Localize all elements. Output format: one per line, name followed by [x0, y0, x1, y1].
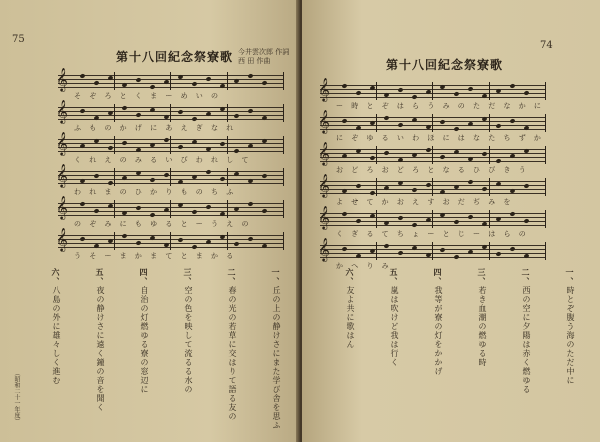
music-note — [411, 222, 417, 227]
bar-line — [489, 146, 490, 164]
music-note — [481, 186, 487, 191]
music-note — [453, 219, 459, 224]
verse-text: 春の光の若草に交はりて語る友の — [228, 286, 237, 421]
bar-line — [432, 210, 433, 228]
bar-line — [170, 168, 171, 186]
music-note — [439, 247, 445, 252]
music-note — [425, 147, 431, 152]
music-note — [233, 206, 239, 211]
verse — [388, 268, 400, 430]
bar-line — [432, 114, 433, 132]
bar-line — [170, 232, 171, 250]
music-note — [481, 221, 487, 226]
music-note — [509, 211, 515, 216]
music-note — [425, 182, 431, 187]
bar-line — [489, 210, 490, 228]
verse-number: 一、 — [565, 268, 575, 286]
music-note — [481, 244, 487, 249]
verse-text: 嵐は吹けど我は行く — [390, 286, 399, 367]
music-note — [261, 173, 267, 178]
bar-line — [283, 72, 284, 90]
music-note — [191, 174, 197, 179]
verse — [432, 268, 444, 430]
bar-line — [227, 232, 228, 250]
lyric-line: ー 時 と ぞ は ら う み の た だ な か に — [336, 102, 544, 110]
music-staff — [56, 131, 284, 155]
treble-clef-icon: 𝄞 — [56, 131, 68, 155]
music-note — [523, 148, 529, 153]
bar-line — [170, 104, 171, 122]
lyric-line: わ れ ま の ひ か り も の ち ふ — [74, 188, 237, 196]
music-note — [397, 87, 403, 92]
music-note — [93, 115, 99, 120]
lyric-line: の ぞ み に も ゆ る と ー う え の — [74, 220, 252, 228]
music-note — [191, 244, 197, 249]
music-note — [247, 201, 253, 206]
music-note — [177, 144, 183, 149]
music-note — [177, 109, 183, 114]
bar-line — [114, 72, 115, 90]
bar-line — [227, 72, 228, 90]
music-note — [425, 217, 431, 222]
music-note — [453, 91, 459, 96]
music-note — [93, 138, 99, 143]
music-note — [341, 153, 347, 158]
music-note — [135, 205, 141, 210]
music-note — [341, 246, 347, 251]
bar-line — [283, 136, 284, 154]
music-note — [205, 76, 211, 81]
music-note — [219, 141, 225, 146]
bar-line — [545, 114, 546, 132]
treble-clef-icon: 𝄞 — [318, 237, 330, 261]
bar-line — [376, 146, 377, 164]
music-note — [439, 189, 445, 194]
music-staff — [56, 99, 284, 123]
music-note — [93, 208, 99, 213]
verse — [564, 268, 576, 430]
music-note — [383, 220, 389, 225]
music-note — [397, 215, 403, 220]
treble-clef-icon: 𝄞 — [318, 77, 330, 101]
music-note — [509, 246, 515, 251]
music-note — [439, 212, 445, 217]
music-note — [425, 89, 431, 94]
music-note — [411, 245, 417, 250]
bar-line — [432, 178, 433, 196]
music-note — [453, 149, 459, 154]
music-note — [177, 237, 183, 242]
music-note — [149, 84, 155, 89]
bar-line — [227, 168, 228, 186]
music-staff — [56, 67, 284, 91]
music-note — [495, 251, 501, 256]
lyric-line: ふ も の か げ に あ え ぎ な れ — [74, 124, 237, 132]
music-note — [341, 118, 347, 123]
bar-line — [114, 232, 115, 250]
bar-line — [283, 232, 284, 250]
verse — [94, 268, 106, 430]
music-note — [261, 80, 267, 85]
music-note — [149, 177, 155, 182]
music-note — [355, 148, 361, 153]
music-note — [383, 150, 389, 155]
music-note — [191, 209, 197, 214]
bar-line — [489, 242, 490, 260]
bar-line — [227, 200, 228, 218]
music-note — [425, 124, 431, 129]
music-note — [247, 178, 253, 183]
music-note — [495, 123, 501, 128]
music-note — [523, 253, 529, 258]
bar-line — [432, 82, 433, 100]
bar-line — [545, 242, 546, 260]
verse-number: 五、 — [389, 268, 399, 286]
music-note — [247, 143, 253, 148]
verse — [138, 268, 150, 430]
music-note — [509, 188, 515, 193]
treble-clef-icon: 𝄞 — [56, 99, 68, 123]
music-note — [79, 108, 85, 113]
music-note — [135, 170, 141, 175]
lyric-line: か へ り み — [336, 262, 392, 270]
music-note — [355, 125, 361, 130]
music-note — [439, 84, 445, 89]
verse-text: 自治の灯燃ゆる寮の窓辺に — [140, 286, 149, 394]
music-note — [523, 90, 529, 95]
music-note — [135, 112, 141, 117]
music-note — [453, 126, 459, 131]
music-note — [355, 183, 361, 188]
music-note — [177, 179, 183, 184]
music-note — [163, 114, 169, 119]
lyric-line: そ ぞ ろ と く ま ー め い の — [74, 92, 222, 100]
music-note — [149, 142, 155, 147]
music-note — [163, 79, 169, 84]
bar-line — [489, 82, 490, 100]
music-note — [79, 201, 85, 206]
music-note — [495, 88, 501, 93]
bar-line — [227, 104, 228, 122]
music-note — [509, 153, 515, 158]
music-note — [191, 116, 197, 121]
verse — [270, 268, 282, 430]
music-note — [467, 121, 473, 126]
music-note — [467, 156, 473, 161]
music-note — [383, 115, 389, 120]
music-note — [355, 218, 361, 223]
music-note — [163, 137, 169, 142]
verse — [476, 268, 488, 430]
treble-clef-icon: 𝄞 — [318, 141, 330, 165]
music-note — [163, 207, 169, 212]
composer-credit: 西 田 作曲 — [238, 57, 271, 65]
music-note — [411, 94, 417, 99]
music-note — [467, 179, 473, 184]
music-note — [481, 116, 487, 121]
music-note — [79, 73, 85, 78]
music-note — [523, 125, 529, 130]
music-note — [219, 234, 225, 239]
treble-clef-icon: 𝄞 — [56, 227, 68, 251]
music-note — [495, 216, 501, 221]
music-staff — [56, 227, 284, 251]
music-note — [509, 118, 515, 123]
music-note — [411, 152, 417, 157]
music-note — [233, 171, 239, 176]
music-note — [121, 82, 127, 87]
bar-line — [489, 114, 490, 132]
bar-line — [227, 136, 228, 154]
verse — [520, 268, 532, 430]
music-note — [341, 211, 347, 216]
treble-clef-icon: 𝄞 — [318, 109, 330, 133]
bar-line — [489, 178, 490, 196]
treble-clef-icon: 𝄞 — [56, 67, 68, 91]
music-note — [79, 236, 85, 241]
bar-line — [114, 200, 115, 218]
bar-line — [283, 168, 284, 186]
right-page-number: 74 — [540, 40, 553, 51]
music-note — [247, 236, 253, 241]
music-note — [439, 119, 445, 124]
music-note — [93, 243, 99, 248]
bar-line — [376, 242, 377, 260]
bar-line — [114, 104, 115, 122]
verse-number: 四、 — [433, 268, 443, 286]
music-note — [233, 148, 239, 153]
music-note — [355, 90, 361, 95]
music-note — [163, 172, 169, 177]
verse-number: 三、 — [477, 268, 487, 286]
bar-line — [376, 114, 377, 132]
music-note — [467, 249, 473, 254]
music-note — [523, 218, 529, 223]
music-note — [149, 107, 155, 112]
music-note — [205, 169, 211, 174]
left-credits — [238, 48, 289, 66]
verse — [182, 268, 194, 430]
music-note — [233, 113, 239, 118]
music-note — [149, 212, 155, 217]
music-staff — [318, 205, 546, 229]
music-staff — [56, 195, 284, 219]
verse-number: 六、 — [51, 268, 61, 286]
lyricist-credit: 今井雲次郎 作詞 — [238, 48, 290, 56]
bar-line — [376, 178, 377, 196]
music-note — [453, 254, 459, 259]
music-note — [205, 111, 211, 116]
verse-number: 二、 — [521, 268, 531, 286]
music-note — [121, 175, 127, 180]
verse-number: 四、 — [139, 268, 149, 286]
music-note — [79, 143, 85, 148]
music-note — [383, 185, 389, 190]
music-staff — [318, 237, 546, 261]
music-staff — [56, 163, 284, 187]
music-note — [453, 184, 459, 189]
music-note — [205, 239, 211, 244]
verse-text: 丘の上の静けさにまた学び舎を思ふ — [272, 286, 281, 430]
music-note — [411, 187, 417, 192]
lyric-line: く ぎ る て ち ょ ー と じ ー は ら の — [336, 230, 529, 238]
verse-number: 一、 — [271, 268, 281, 286]
music-note — [121, 210, 127, 215]
bar-line — [432, 146, 433, 164]
music-note — [121, 105, 127, 110]
music-note — [219, 106, 225, 111]
verse-text: 友よ共に歌はん — [346, 286, 355, 349]
music-note — [191, 81, 197, 86]
music-note — [93, 80, 99, 85]
music-note — [247, 73, 253, 78]
music-note — [397, 157, 403, 162]
music-note — [79, 178, 85, 183]
verse-number: 三、 — [183, 268, 193, 286]
music-note — [205, 146, 211, 151]
music-note — [121, 233, 127, 238]
music-note — [439, 154, 445, 159]
bar-line — [545, 178, 546, 196]
treble-clef-icon: 𝄞 — [318, 173, 330, 197]
lyric-line: よ せ て か お え す お だ ぢ み を — [336, 198, 514, 206]
bar-line — [114, 136, 115, 154]
music-note — [135, 77, 141, 82]
left-song-title: 第十八回紀念祭寮歌 — [116, 50, 234, 64]
lyric-line: に ぞ ゆ る い わ ほ に は な た ち ず か — [336, 134, 544, 142]
verse-text: 時とぞ腹う海のただ中に — [566, 286, 575, 385]
music-note — [219, 176, 225, 181]
right-page — [302, 0, 600, 442]
music-note — [261, 243, 267, 248]
music-note — [523, 183, 529, 188]
bar-line — [170, 200, 171, 218]
music-note — [177, 74, 183, 79]
music-note — [397, 122, 403, 127]
verse — [226, 268, 238, 430]
lyric-line: お ど ろ お ど ろ と な る ひ び き う — [336, 166, 529, 174]
music-staff — [318, 77, 546, 101]
music-note — [177, 202, 183, 207]
music-note — [219, 211, 225, 216]
music-note — [509, 83, 515, 88]
lyric-line: く れ え の み る い び わ れ し て — [74, 156, 252, 164]
bar-line — [283, 104, 284, 122]
bar-line — [170, 136, 171, 154]
treble-clef-icon: 𝄞 — [56, 163, 68, 187]
music-note — [467, 214, 473, 219]
music-note — [191, 139, 197, 144]
music-note — [135, 147, 141, 152]
bar-line — [376, 210, 377, 228]
left-footnote: （昭和二十一年度） — [13, 370, 20, 424]
music-staff — [318, 173, 546, 197]
bar-line — [545, 82, 546, 100]
music-note — [495, 158, 501, 163]
music-note — [467, 86, 473, 91]
treble-clef-icon: 𝄞 — [318, 205, 330, 229]
music-note — [425, 252, 431, 257]
music-note — [261, 115, 267, 120]
music-note — [383, 243, 389, 248]
bar-line — [545, 210, 546, 228]
bar-line — [114, 168, 115, 186]
music-note — [93, 173, 99, 178]
music-note — [205, 204, 211, 209]
music-note — [261, 138, 267, 143]
left-page-number: 75 — [12, 34, 25, 45]
music-note — [121, 140, 127, 145]
lyric-line: う そ ー ま か ま て と ま か る — [74, 252, 237, 260]
music-note — [481, 93, 487, 98]
verse-text: 夜の静けさに遠く鐘の音を聞く — [96, 286, 105, 412]
bar-line — [545, 146, 546, 164]
verse-text: 空の色を映して流るる水の — [184, 286, 193, 394]
music-note — [397, 180, 403, 185]
verse-text: 我等が寮の灯をかかげ — [434, 286, 443, 376]
treble-clef-icon: 𝄞 — [56, 195, 68, 219]
music-note — [261, 208, 267, 213]
music-note — [247, 108, 253, 113]
music-note — [163, 242, 169, 247]
music-note — [495, 181, 501, 186]
music-note — [149, 235, 155, 240]
music-note — [219, 83, 225, 88]
verse — [344, 268, 356, 430]
music-note — [233, 78, 239, 83]
verse-text: 西の空に夕陽は赤く燃ゆる — [522, 286, 531, 394]
verse-number: 五、 — [95, 268, 105, 286]
verse-number: 二、 — [227, 268, 237, 286]
bar-line — [376, 82, 377, 100]
bar-line — [170, 72, 171, 90]
music-staff — [318, 141, 546, 165]
music-note — [383, 92, 389, 97]
music-note — [341, 188, 347, 193]
verse — [50, 268, 62, 430]
music-staff — [318, 109, 546, 133]
music-note — [481, 151, 487, 156]
bar-line — [432, 242, 433, 260]
music-note — [397, 250, 403, 255]
music-note — [233, 241, 239, 246]
music-note — [341, 83, 347, 88]
bar-line — [283, 200, 284, 218]
music-note — [135, 240, 141, 245]
verse-text: 若き血潮の燃ゆる時 — [478, 286, 487, 367]
verse-text: 八島の外に雄々しく進む — [52, 286, 61, 385]
verse-number: 六、 — [345, 268, 355, 286]
right-song-title: 第十八回紀念祭寮歌 — [386, 58, 504, 72]
music-note — [355, 253, 361, 258]
music-note — [411, 117, 417, 122]
